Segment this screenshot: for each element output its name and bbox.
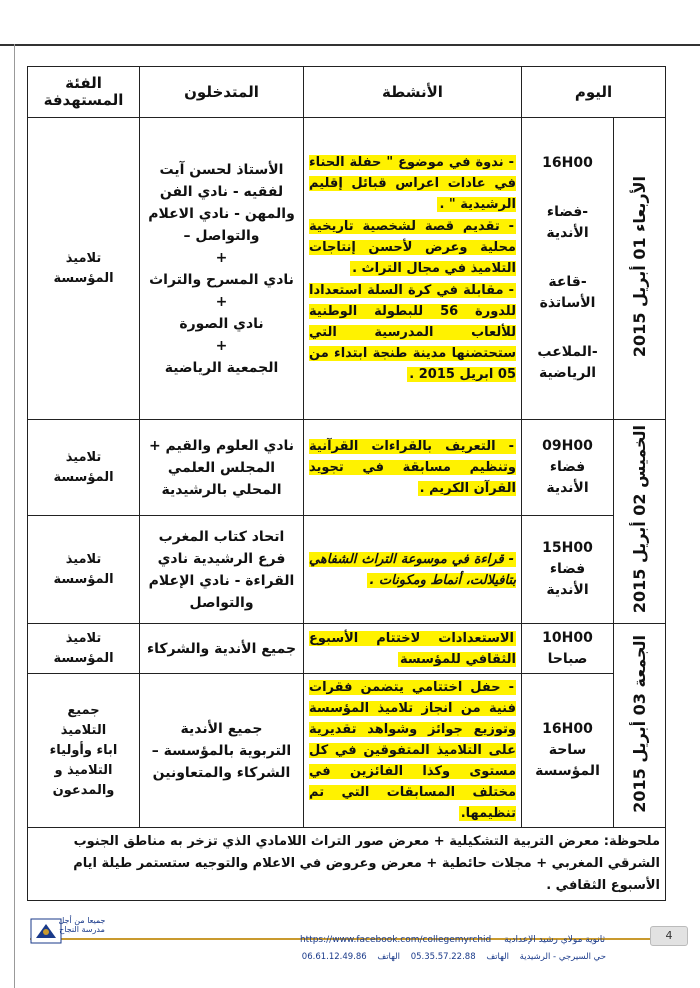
facebook-link[interactable]: https://www.facebook.com/collegemyrchid bbox=[299, 935, 492, 945]
footer-links bbox=[150, 935, 610, 945]
time-cell: 16H00 ساحة المؤسسة bbox=[522, 674, 614, 828]
activities-cell: - حفل اختتامي يتضمن فقرات فنية من انجاز تلاميذ المؤسسة وتوزيع جوائز وشواهد تقديرية على التلاميذ المتفوقين في كل مستوى وكذا الفائزين في مختلف المسابقات التي تم تنظيمها. bbox=[304, 674, 522, 828]
school-name: ثانوية مولاي رشيد الإعدادية bbox=[504, 935, 605, 945]
activities-cell: الاستعدادات لاختتام الأسبوع الثقافي للمؤسسة bbox=[304, 624, 522, 674]
page-side-rule bbox=[14, 44, 15, 988]
time-cell: 16H00 -فضاء الأندية -قاعة الأساتذة -الملاعب الرياضية bbox=[522, 118, 614, 420]
day-cell: الجمعة 03 أبريل 2015 bbox=[614, 624, 666, 828]
mobile-label: الهاتف bbox=[377, 952, 401, 962]
page-number: 4 bbox=[650, 926, 688, 946]
footer-contact bbox=[150, 952, 610, 962]
target-cell: جميع التلاميذ اباء وأولياء التلاميذ و والمدعون bbox=[28, 674, 140, 828]
phone-number: 05.35.57.22.88 bbox=[410, 952, 476, 962]
participants-cell: اتحاد كتاب المغرب فرع الرشيدية نادي القراءة - نادي الإعلام والتواصل bbox=[140, 516, 304, 624]
time-cell: 10H00 صباحا bbox=[522, 624, 614, 674]
time-cell: 09H00 فضاء الأندية bbox=[522, 420, 614, 516]
header-activities: الأنشطة bbox=[304, 67, 522, 118]
table-row bbox=[28, 674, 666, 828]
target-cell: تلاميذ المؤسسة bbox=[28, 118, 140, 420]
phone-label: الهاتف bbox=[486, 952, 509, 962]
target-cell: تلاميذ المؤسسة bbox=[28, 624, 140, 674]
logo-caption: جميعا من أجل مدرسة النجاح bbox=[58, 916, 106, 934]
target-cell: تلاميذ المؤسسة bbox=[28, 420, 140, 516]
header-day: اليوم bbox=[522, 67, 666, 118]
participants-cell: جميع الأندية والشركاء bbox=[140, 624, 304, 674]
table-row bbox=[28, 624, 666, 674]
day-cell: الخميس 02 أبريل 2015 bbox=[614, 420, 666, 624]
target-cell: تلاميذ المؤسسة bbox=[28, 516, 140, 624]
address-text: حي السيرجي - الرشيدية bbox=[519, 952, 606, 962]
header-row bbox=[28, 67, 666, 118]
participants-cell: جميع الأندية التربوية بالمؤسسة – الشركاء والمتعاونين bbox=[140, 674, 304, 828]
activities-cell: - قراءة في موسوعة التراث الشفاهي بتافيلالت، أنماط ومكونات . bbox=[304, 516, 522, 624]
table-row bbox=[28, 118, 666, 420]
participants-cell: نادي العلوم والقيم + المجلس العلمي المحلي بالرشيدية bbox=[140, 420, 304, 516]
time-cell: 15H00 فضاء الأندية bbox=[522, 516, 614, 624]
header-participants: المتدخلون bbox=[140, 67, 304, 118]
schedule-table bbox=[27, 66, 666, 901]
note-row bbox=[28, 828, 666, 901]
participants-cell: الأستاذ لحسن آيت لفقيه - نادي الفن والمهن - نادي الاعلام والتواصل – + نادي المسرح والتراث + نادي الصورة + الجمعية الرياضية bbox=[140, 118, 304, 420]
activities-cell: - ندوة في موضوع " حفلة الحناء في عادات اعراس قبائل إقليم الرشيدية " . - تقديم قصة لشخصية تاريخية محلية وعرض لأحسن إنتاجات التلاميذ في مجال التراث . - مقابلة في كرة السلة استعدادا للدورة 56 للبطولة الوطنية للألعاب المدرسية التي ستحتضنها مدينة طنجة ابتداء من 05 ابريل 2015 . bbox=[304, 118, 522, 420]
header-target: الفئة المستهدفة bbox=[28, 67, 140, 118]
page-top-rule bbox=[0, 44, 700, 46]
table-row bbox=[28, 516, 666, 624]
mobile-number: 06.61.12.49.86 bbox=[301, 952, 367, 962]
activities-cell: - التعريف بالقراءات القرآنية وتنظيم مسابقة في تجويد القرآن الكريم . bbox=[304, 420, 522, 516]
note-text: ملحوظة: معرض التربية التشكيلية + معرض صور التراث اللامادي الذي تزخر به مناطق الجنوب الشرقي المغربي + مجلات حائطية + معرض وعروض في الاعلام والتوجيه ستستمر طيلة ايام الأسبوع الثقافي . bbox=[28, 828, 666, 901]
table-row bbox=[28, 420, 666, 516]
day-cell: الأربعاء 01 أبريل 2015 bbox=[614, 118, 666, 420]
